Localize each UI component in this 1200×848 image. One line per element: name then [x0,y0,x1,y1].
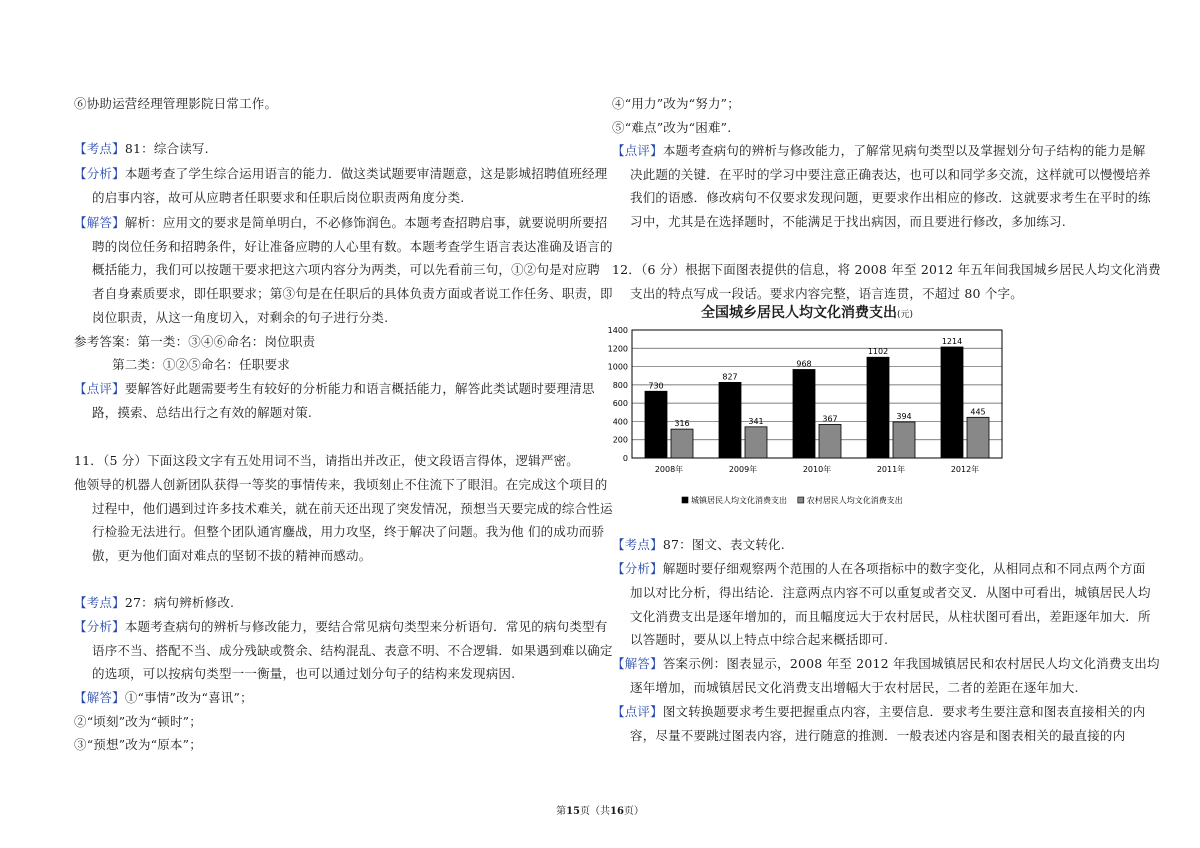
line-text: 本题考查病句的辨析与修改能力，了解常见病句类型以及掌握划分句子结构的能力是解 [662,143,1146,158]
line-text: 的启事内容，故可从应聘者任职要求和任职后岗位职责两角度分类. [92,190,465,205]
data-label: 968 [796,359,812,369]
line-text: 行检验无法进行。但整个团队通宵鏖战，用力攻坚，终于解决了问题。我为他 们的成功而骄 [92,524,605,539]
bar [745,427,767,458]
bar [671,429,693,458]
line-text: 路，摸索、总结出行之有效的解题对策. [92,405,313,420]
line-text: ⑤“难点”改为“困难”. [612,120,732,135]
line-text: 过程中，他们遇到过许多技术难关，就在前天还出现了突发情况，预想当天要完成的综合性运 [92,501,613,516]
text-line [74,477,607,493]
page-number: 15 [566,806,580,817]
x-tick-label: 2012年 [950,465,980,474]
data-label: 341 [748,416,764,426]
line-text: 的选项，可以按病句类型一一衡量，也可以通过划分句子的结构来发现病因. [92,666,516,681]
line-text: 他领导的机器人创新团队获得一等奖的事情传来，我顷刻止不住流下了眼泪。在完成这个项目的 [74,477,608,492]
section-tag: 【点评】 [612,704,663,719]
text-line [612,96,740,112]
line-text: 者自身素质要求，即任职要求；第③句是在任职后的具体负责方面或者说工作任务、职责，即 [92,286,613,301]
section-tag: 【考点】 [74,141,125,156]
line-text: 12．（6 分）根据下面图表提供的信息，将 2008 年至 2012 年五年间我国城乡居民人均文化消费 [612,262,1161,277]
legend-label: 城镇居民人均文化消费支出 [691,496,787,505]
text-line [92,286,613,302]
section-tag: 【解答】 [74,690,125,705]
line-text: 决此题的关键．在平时的学习中要注意正确表达，也可以和同学多交流，这样就可以慢慢培养 [630,167,1151,182]
text-line [74,453,579,469]
text-line [92,524,604,540]
text-line [612,262,1161,278]
y-tick-label: 1200 [607,344,628,354]
y-tick-label: 1000 [607,362,628,372]
section-tag: 【解答】 [612,656,663,671]
line-text: ②“顷刻”改为“顿时”； [74,714,202,729]
text-line [74,690,253,706]
text-line [612,656,1160,672]
y-tick-label: 1400 [607,326,628,335]
text-line [74,166,607,182]
line-text: ①“事情”改为“喜讯”； [124,690,253,705]
line-text: 图文转换题要求考生要把握重点内容，主要信息．要求考生要注意和图表直接相关的内 [662,704,1146,719]
page-total: 16 [610,806,624,817]
text-line [630,632,888,648]
text-line [92,501,613,517]
y-tick-label: 400 [612,417,628,427]
text-line [612,704,1145,720]
x-tick-label: 2008年 [654,465,684,474]
bar-chart [607,298,1132,520]
text-line [74,215,607,231]
x-tick-label: 2011年 [876,465,906,474]
section-tag: 【分析】 [74,619,125,634]
text-line [630,214,1066,230]
x-tick-label: 2009年 [728,465,758,474]
page-footer: 第15页（共16页） [556,806,644,817]
line-text: 第二类：①②⑤命名：任职要求 [74,357,290,372]
line-text: 支出的特点写成一段话。要求内容完整，语言连贯，不超过 80 个字。 [630,286,1023,301]
line-text: 87：图文、表文转化. [662,537,785,552]
data-label: 367 [822,414,838,424]
chart-svg [607,298,1132,520]
line-text: 要解答好此题需要考生有较好的分析能力和语言概括能力，解答此类试题时要理清思 [124,381,595,396]
line-text: 11．（5 分）下面这段文字有五处用词不当，请指出并改正，使文段语言得体，逻辑严密。 [74,453,579,468]
text-line [630,680,1079,696]
line-text: 我们的语感．修改病句不仅要求发现问题，更要求作出相应的修改．这就要求考生在平时的练 [630,190,1151,205]
line-text: 加以对比分析，得出结论．注意两点内容不可以重复或者交叉．从图中可看出，城镇居民人均 [630,585,1151,600]
text-line [74,381,595,397]
section-tag: 【考点】 [612,537,663,552]
line-text: 语序不当、搭配不当、成分残缺或赘余、结构混乱、表意不明、不合逻辑．如果遇到难以确定 [92,643,613,658]
text-line [92,239,613,255]
data-label: 730 [648,381,664,391]
text-line [74,334,315,350]
text-line [92,666,515,682]
line-text: 文化消费支出是逐年增加的，而且幅度远大于农村居民，从柱状图可看出，差距逐年加大．所 [630,609,1151,624]
bar [867,357,889,458]
data-label: 394 [896,411,912,421]
line-text: 解析：应用文的要求是简单明白，不必修饰润色。本题考查招聘启事，就要说明所要招 [124,215,608,230]
text-line [74,96,277,112]
legend-label: 农村居民人均文化消费支出 [806,496,903,505]
line-text: 习中，尤其是在选择题时，不能满足于找出病因，而且要进行修改，多加练习. [630,214,1066,229]
data-label: 445 [970,407,986,417]
line-text: 参考答案：第一类：③④⑥命名：岗位职责 [74,334,316,349]
text-line [92,262,600,278]
line-text: 容，尽量不要跳过图表内容，进行随意的推测．一般表述内容是和图表相关的最直接的内 [630,728,1126,743]
line-text: 聘的岗位任务和招聘条件，好让准备应聘的人心里有数。本题考查学生语言表达准确及语言的 [92,239,613,254]
text-line [92,310,388,326]
chart-title: 全国城乡居民人均文化消费支出(元) [700,305,914,321]
bar [793,369,815,458]
bar [941,347,963,458]
line-text: 本题考查病句的辨析与修改能力，要结合常见病句类型来分析语句．常见的病句类型有 [124,619,608,634]
text-line [74,619,607,635]
text-line [630,609,1151,625]
y-tick-label: 0 [622,454,628,463]
bar [719,382,741,458]
data-label: 827 [722,372,738,382]
text-line [92,548,371,564]
text-line [92,190,464,206]
text-line [612,143,1145,159]
y-tick-label: 800 [612,380,628,390]
section-tag: 【点评】 [612,143,663,158]
legend-swatch [682,497,688,503]
text-line [92,405,312,421]
text-line [630,167,1151,183]
bar [967,417,989,458]
section-tag: 【分析】 [74,166,125,181]
text-line [92,643,613,659]
line-text: ⑥协助运营经理管理影院日常工作。 [74,96,278,111]
text-line [74,357,290,373]
data-label: 1102 [867,347,889,357]
text-line [630,728,1125,744]
line-text: ③“预想”改为“原本”； [74,737,202,752]
x-tick-label: 2010年 [802,465,832,474]
line-text: 81：综合读写. [124,141,209,156]
data-label: 1214 [941,337,963,347]
text-line [74,737,202,753]
section-tag: 【考点】 [74,595,125,610]
line-text: 以答题时，要从以上特点中综合起来概括即可. [630,632,889,647]
data-label: 316 [674,419,690,429]
text-line [612,561,1145,577]
line-text: 27：病句辨析修改. [124,595,235,610]
bar [819,424,841,458]
line-text: 本题考查了学生综合运用语言的能力．做这类试题要审清题意，这是影城招聘值班经理 [124,166,608,181]
line-text: 岗位职责，从这一角度切入，对剩余的句子进行分类. [92,310,389,325]
text-line [630,190,1151,206]
section-tag: 【点评】 [74,381,125,396]
text-line [630,585,1151,601]
section-tag: 【解答】 [74,215,125,230]
line-text: 概括能力，我们可以按题干要求把这六项内容分为两类，可以先看前三句，①②句是对应聘 [92,262,601,277]
text-line [74,714,202,730]
y-tick-label: 600 [612,399,628,409]
line-text: 逐年增加，而城镇居民文化消费支出增幅大于农村居民，二者的差距在逐年加大. [630,680,1079,695]
line-text: 答案示例：图表显示，2008 年至 2012 年我国城镇居民和农村居民人均文化消费支出均 [662,656,1160,671]
bar [893,422,915,458]
text-line [612,120,731,136]
line-text: ④“用力”改为“努力”； [612,96,740,111]
section-tag: 【分析】 [612,561,663,576]
text-line [74,141,209,157]
text-line [612,537,785,553]
line-text: 傲，更为他们面对难点的坚韧不拔的精神而感动。 [92,548,372,563]
y-tick-label: 200 [612,435,628,445]
line-text: 解题时要仔细观察两个范围的人在各项指标中的数字变化，从相同点和不同点两个方面 [662,561,1146,576]
text-line [74,595,234,611]
bar [645,391,667,458]
legend-swatch [798,497,804,503]
